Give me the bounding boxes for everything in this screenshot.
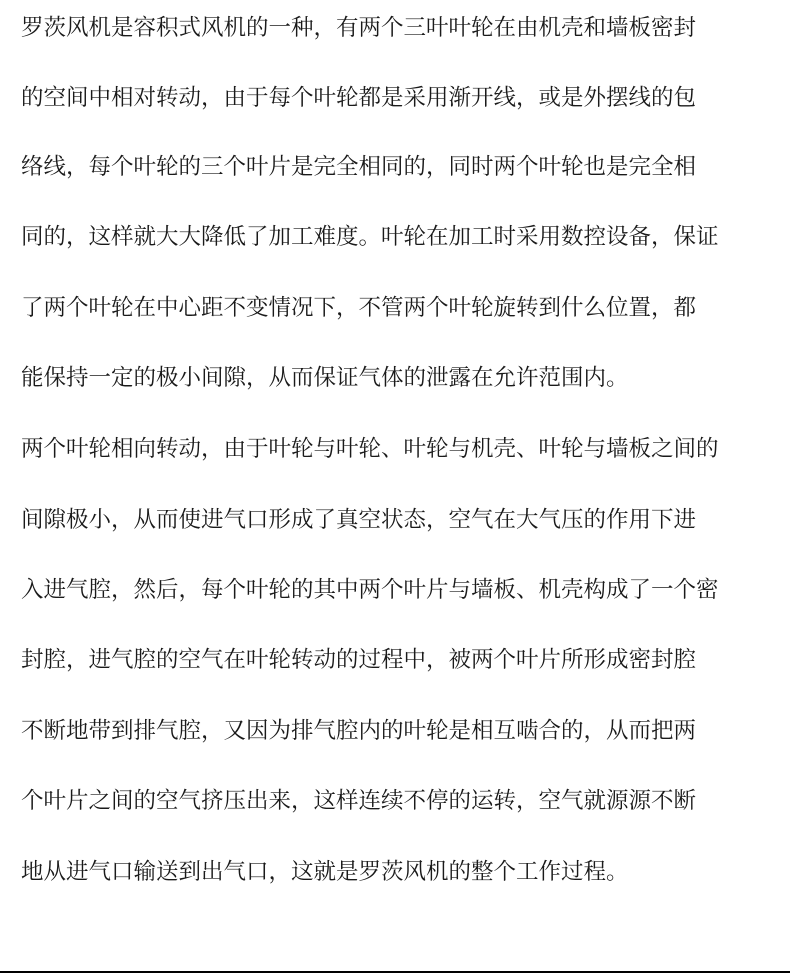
text-line: 地从进气口输送到出气口，这就是罗茨风机的整个工作过程。 bbox=[21, 859, 629, 885]
text-line: 能保持一定的极小间隙，从而保证气体的泄露在允许范围内。 bbox=[21, 365, 629, 391]
text-line: 间隙极小，从而使进气口形成了真空状态，空气在大气压的作用下进 bbox=[21, 507, 697, 533]
text-line: 入进气腔，然后，每个叶轮的其中两个叶片与墙板、机壳构成了一个密 bbox=[21, 577, 719, 603]
text-line: 不断地带到排气腔，又因为排气腔内的叶轮是相互啮合的，从而把两 bbox=[21, 718, 697, 744]
text-line: 罗茨风机是容积式风机的一种，有两个三叶叶轮在由机壳和墙板密封 bbox=[21, 15, 697, 41]
text-line: 封腔，进气腔的空气在叶轮转动的过程中，被两个叶片所形成密封腔 bbox=[21, 647, 697, 673]
text-line: 络线，每个叶轮的三个叶片是完全相同的，同时两个叶轮也是完全相 bbox=[21, 154, 697, 180]
text-line: 了两个叶轮在中心距不变情况下，不管两个叶轮旋转到什么位置，都 bbox=[21, 295, 697, 321]
text-line: 的空间中相对转动，由于每个叶轮都是采用渐开线，或是外摆线的包 bbox=[21, 85, 697, 111]
text-line: 个叶片之间的空气挤压出来，这样连续不停的运转，空气就源源不断 bbox=[21, 788, 697, 814]
text-line: 同的，这样就大大降低了加工难度。叶轮在加工时采用数控设备，保证 bbox=[21, 224, 719, 250]
bottom-divider bbox=[0, 971, 790, 973]
text-line: 两个叶轮相向转动，由于叶轮与叶轮、叶轮与机壳、叶轮与墙板之间的 bbox=[21, 436, 719, 462]
